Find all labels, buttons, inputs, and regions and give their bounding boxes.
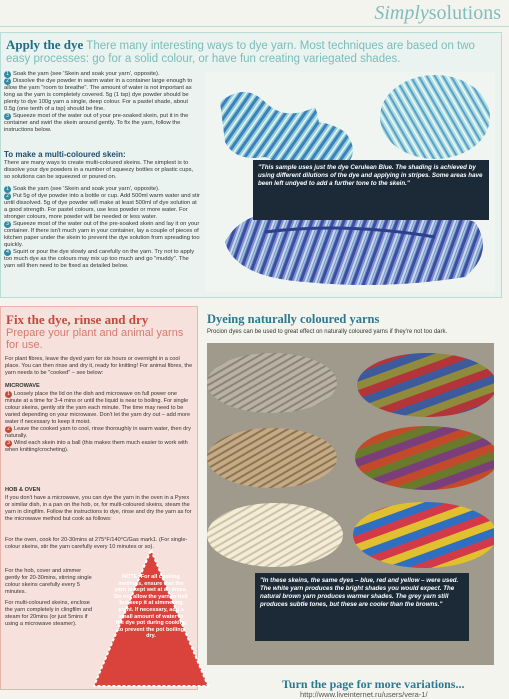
step-item: 3 Squeeze most of the water out of the pre-soaked skein and lay it on your container. If there isn't much yarn in your container, lay a couple of pieces of kitchen paper under the skein to prevent the dye solution from spreading too quickly. bbox=[4, 221, 200, 248]
header-divider bbox=[0, 26, 509, 27]
microwave-steps bbox=[5, 391, 195, 453]
apply-dye-intro: There many interesting ways to dye yarn. Most techniques are based on two easy processes: go for a solid colour, or have fun creating variegated shades. bbox=[6, 40, 475, 65]
step-text: Soak the yarn (see 'Skein and soak your yarn', opposite). bbox=[13, 186, 160, 192]
magazine-brand bbox=[374, 2, 501, 25]
blue-yarn-caption: "This sample uses just the dye Cerulean Blue. The shading is achieved by using different dilutions of the dye and applying in stripes. Some areas have been left undyed to add a further tone to the skein." bbox=[253, 160, 489, 220]
step-item: 1 Soak the yarn (see 'Skein and soak your yarn', opposite). bbox=[4, 71, 200, 78]
natural-yarn-caption: "In these skeins, the same dyes – blue, red and yellow – were used. The white yarn produces the bright shades you would expect. The natural brown yarn produces warmer shades. The grey yarn still produces subtle tones, but these are cooler than the browns." bbox=[255, 573, 469, 641]
note-text: NOTE: For all cooking methods, ensure that the yarn is kept wet at all times. Do not allow the yarn to boil but keep it at simmering point. If necessary, add a small amount of water to the dye pot during cooking to prevent the pot boiling dry. bbox=[114, 574, 188, 640]
hob-text: For the hob, cover and simmer gently for 20-30mins, stirring single colour skeins carefully every 5 minutes. bbox=[5, 568, 92, 595]
step-text: Leave the cooked yarn to cool, rinse thoroughly in warm water, then dry naturally. bbox=[5, 425, 191, 439]
multi-coloured-heading: To make a multi-coloured skein: bbox=[4, 150, 126, 159]
multi-skein-text: For multi-coloured skeins, enclose the yarn completely in clingfilm and steam for 20mins (or just 5mins if using a microwave steamer). bbox=[5, 600, 93, 627]
hob-oven-heading: HOB & OVEN bbox=[5, 487, 41, 493]
natural-yarns-intro: Procion dyes can be used to great effect on naturally coloured yarns if they're not too dark. bbox=[207, 329, 448, 335]
step-text: Wind each skein into a ball (this makes them much easier to work with when knitting/crocheting). bbox=[5, 439, 188, 453]
brand-word: solutions bbox=[428, 2, 501, 24]
brand-script: Simply bbox=[374, 2, 429, 24]
fix-dye-subtitle: Prepare your plant and animal yarns for use. bbox=[6, 327, 184, 351]
step-item: 3 Squeeze most of the water out of your pre-soaked skein, put it in the container and swirl the skein around gently. To fix the yarn, follow the instructions below. bbox=[4, 113, 189, 133]
apply-dye-title: Apply the dye bbox=[6, 37, 84, 52]
step-item: 2 Dissolve the dye powder in warm water in a container large enough to allow the yarn "room to breathe". The amount of water is not important as long as the yarn is completely covered. 5g (1 tsp) dye powder should be plenty to dye 100g yarn a single, deep colour. For a pastel shade, about 0.5g (one tenth of a tsp) should be fine. bbox=[4, 78, 193, 112]
fix-dye-intro: For plant fibres, leave the dyed yarn for six hours or overnight in a cool place. You can then rinse and dry it, ready for knitting! For animal fibres, the yarn needs to be "cooked" – see below: bbox=[5, 356, 193, 376]
step-text: Squeeze most of the water out of the pre-soaked skein and lay it on your container. If there isn't much yarn in your container, lay a couple of pieces of kitchen paper under the skein to prevent the dye solution from spreading too quickly. bbox=[4, 221, 200, 248]
watermark-url: http://www.liveinternet.ru/users/vera-1/ bbox=[300, 690, 428, 699]
fix-dye-title: Fix the dye, rinse and dry bbox=[6, 312, 149, 327]
multi-coloured-intro: There are many ways to create multi-coloured skeins. The simplest is to dissolve your dye powders in a number of squeezy bottles or plastic cups, so solutions can be squeezed or poured on. bbox=[4, 160, 194, 180]
step-item: 2 Put 5g of dye powder into a bottle or cup. Add 500ml warm water and stir until dissolved. 5g of dye powder will make at least 500ml of dye solution at a good strength. For pastel colours, use less powder or more water. For stronger colours, more powder will be needed or less water. bbox=[4, 193, 200, 220]
oven-text: For the oven, cook for 20-30mins at 275°F/140°C/Gas mark1. (For single-colour skeins, stir the yarn carefully every 10 minutes or so). bbox=[5, 537, 188, 550]
step-text: Squeeze most of the water out of your pre-soaked skein, put it in the container and swirl the skein around gently. To fix the yarn, follow the instructions below. bbox=[4, 113, 189, 133]
step-text: Soak the yarn (see 'Skein and soak your yarn', opposite). bbox=[13, 71, 160, 77]
solid-colour-steps bbox=[4, 71, 200, 134]
step-item: 1 Loosely place the lid on the dish and microwave on full power one minute at a time for 3-4 mins or until the liquid is near to boiling. For single colour skeins, gently stir the yarn each minute. The time may need to be varied depending on your microwave. Don't let the yarn dry out – add more water if necessary to keep it moist. bbox=[5, 391, 191, 425]
step-text: Loosely place the lid on the dish and microwave on full power one minute at a time for 3-4 mins or until the liquid is near to boiling. For single colour skeins, gently stir the yarn each minute. The time may need to be varied depending on your microwave. Don't let the yarn dry out – add more water if necessary to keep it moist. bbox=[5, 391, 191, 425]
hob-oven-text: If you don't have a microwave, you can dye the yarn in the oven in a Pyrex or similar dish, in a pan on the hob, or, for multi-coloured skeins, steam the yarn in clingfilm. Follow the instructions to dye, rinse and dry the yarn as for the microwave method but cook as follows: bbox=[5, 495, 192, 522]
step-text: Dissolve the dye powder in warm water in a container large enough to allow the yarn "room to breathe". The amount of water is not important as long as the yarn is completely covered. 5g (1 tsp) dye powder should be plenty to dye 100g yarn a single, deep colour. For a pastel shade, about 0.5g (one tenth of a tsp) should be fine. bbox=[4, 78, 193, 112]
note-triangle bbox=[92, 548, 210, 690]
step-item: 1 Soak the yarn (see 'Skein and soak your yarn', opposite). bbox=[4, 186, 200, 193]
step-text: Squirt or pour the dye slowly and carefully on the yarn. Try not to apply too much dye as the colours may mix up too much and go "muddy". The yarn will then need to be fixed as detailed below. bbox=[4, 249, 195, 269]
turn-page-link: Turn the page for more variations... bbox=[282, 677, 465, 691]
step-text: Put 5g of dye powder into a bottle or cup. Add 500ml warm water and stir until dissolved. 5g of dye powder will make at least 500ml of dye solution at a good strength. For pastel colours, use less powder or more water. For stronger colours, more powder will be needed or less water. bbox=[4, 193, 200, 220]
step-item: 4 Squirt or pour the dye slowly and carefully on the yarn. Try not to apply too much dye as the colours may mix up too much and go "muddy". The yarn will then need to be fixed as detailed below. bbox=[4, 249, 195, 269]
step-item: 2 Leave the cooked yarn to cool, rinse thoroughly in warm water, then dry naturally. bbox=[5, 425, 191, 439]
multi-coloured-steps bbox=[4, 186, 200, 270]
step-item: 3 Wind each skein into a ball (this makes them much easier to work with when knitting/crocheting). bbox=[5, 439, 188, 453]
apply-dye-heading bbox=[6, 38, 502, 66]
microwave-heading: MICROWAVE bbox=[5, 383, 40, 389]
natural-yarns-title: Dyeing naturally coloured yarns bbox=[207, 312, 380, 326]
